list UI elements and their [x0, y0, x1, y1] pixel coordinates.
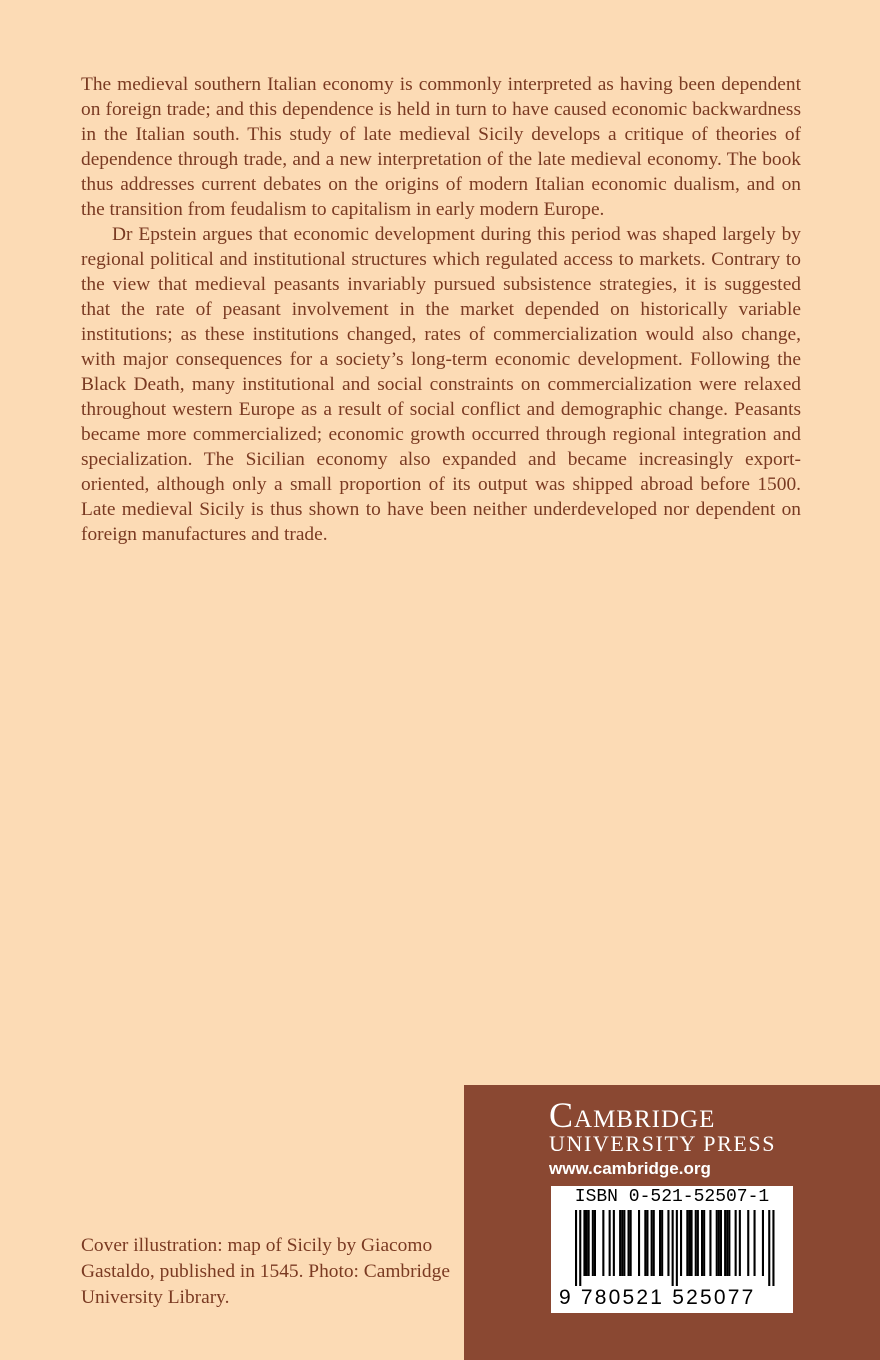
- barcode-bar: [619, 1210, 621, 1276]
- barcode-bar: [613, 1210, 615, 1276]
- barcode-bar: [695, 1210, 697, 1276]
- back-cover-blurb: [81, 72, 801, 547]
- barcode-bar: [661, 1210, 663, 1276]
- barcode-bar: [709, 1210, 711, 1276]
- isbn-label: ISBN 0-521-52507-1: [574, 1187, 770, 1207]
- barcode-bar: [646, 1210, 648, 1276]
- barcode-bar: [747, 1210, 749, 1276]
- barcode-bar: [609, 1210, 611, 1276]
- barcode-bar: [688, 1210, 690, 1276]
- barcode-bar: [720, 1210, 722, 1276]
- barcode-bar: [726, 1210, 728, 1276]
- barcode-bar: [630, 1210, 632, 1276]
- publisher-panel: [464, 1085, 880, 1360]
- barcode-bar: [697, 1210, 699, 1276]
- barcode-bar: [772, 1210, 774, 1286]
- publisher-subtitle: UNIVERSITY PRESS: [549, 1131, 777, 1156]
- blurb-paragraph-1: The medieval southern Italian economy is commonly interpreted as having been dependent on foreign trade; and this dependence is held in turn to have caused economic backwardness in the Italian south. This study of late medieval Sicily develops a critique of theories of dependence through trade, and a new interpretation of the late medieval economy. The book thus addresses current debates on the origins of modern Italian economic dualism, and on the transition from feudalism to capitalism in early modern Europe.: [81, 74, 801, 220]
- ean-digits: 9 780521 525077: [559, 1286, 756, 1309]
- blurb-paragraph-2: Dr Epstein argues that economic development during this period was shaped largely by regional political and institutional structures which regulated access to markets. Contrary to the view that medieval peasants invariably pursued subsistence strategies, it is suggested that the rate of peasant involvement in the market depended on historically variable institutions; as these institutions changed, rates of commercialization would also change, with major consequences for a society’s long-term economic development. Following the Black Death, many institutional and social constraints on commercialization were relaxed throughout western Europe as a result of social conflict and demographic change. Peasants became more commercialized; economic growth occurred through regional integration and specialization. The Sicilian economy also expanded and became increasingly export-oriented, although only a small proportion of its output was shipped abroad before 1500. Late medieval Sicily is thus shown to have been neither underdeveloped nor dependent on foreign manufactures and trade.: [81, 224, 801, 545]
- barcode-bar: [586, 1210, 588, 1276]
- publisher-name: Cambridge: [549, 1095, 716, 1135]
- barcode-bar: [588, 1210, 590, 1276]
- barcode-bar: [602, 1210, 604, 1276]
- barcode-bar: [676, 1210, 678, 1286]
- barcode-bar: [594, 1210, 596, 1276]
- barcode-bar: [724, 1210, 726, 1276]
- barcode-bars: [551, 1210, 793, 1286]
- barcode-bar: [703, 1210, 705, 1276]
- barcode-bar: [701, 1210, 703, 1276]
- barcode-bar: [592, 1210, 594, 1276]
- barcode-bar: [659, 1210, 661, 1276]
- barcode-bar: [621, 1210, 623, 1276]
- barcode-bar: [762, 1210, 764, 1276]
- barcode-bar: [579, 1210, 581, 1286]
- barcode-bar: [653, 1210, 655, 1276]
- barcode-bar: [680, 1210, 682, 1276]
- cover-illustration-credit: Cover illustration: map of Sicily by Giacomo Gastaldo, published in 1545. Photo: Cambridge University Library.: [81, 1235, 450, 1308]
- barcode-bar: [686, 1210, 688, 1276]
- barcode-bar: [667, 1210, 669, 1276]
- barcode-bar: [583, 1210, 585, 1276]
- barcode-bar: [672, 1210, 674, 1286]
- barcode-bar: [718, 1210, 720, 1276]
- barcode-bar: [623, 1210, 625, 1276]
- publisher-url: www.cambridge.org: [549, 1159, 711, 1178]
- barcode-bar: [651, 1210, 653, 1276]
- barcode-bar: [628, 1210, 630, 1276]
- barcode-bar: [638, 1210, 640, 1276]
- barcode-bar: [739, 1210, 741, 1276]
- barcode-bar: [716, 1210, 718, 1276]
- barcode-bar: [735, 1210, 737, 1276]
- barcode: [551, 1186, 793, 1313]
- barcode-bar: [768, 1210, 770, 1286]
- barcode-bar: [691, 1210, 693, 1276]
- barcode-bar: [754, 1210, 756, 1276]
- barcode-bar: [644, 1210, 646, 1276]
- barcode-bar: [575, 1210, 577, 1286]
- barcode-bar: [728, 1210, 730, 1276]
